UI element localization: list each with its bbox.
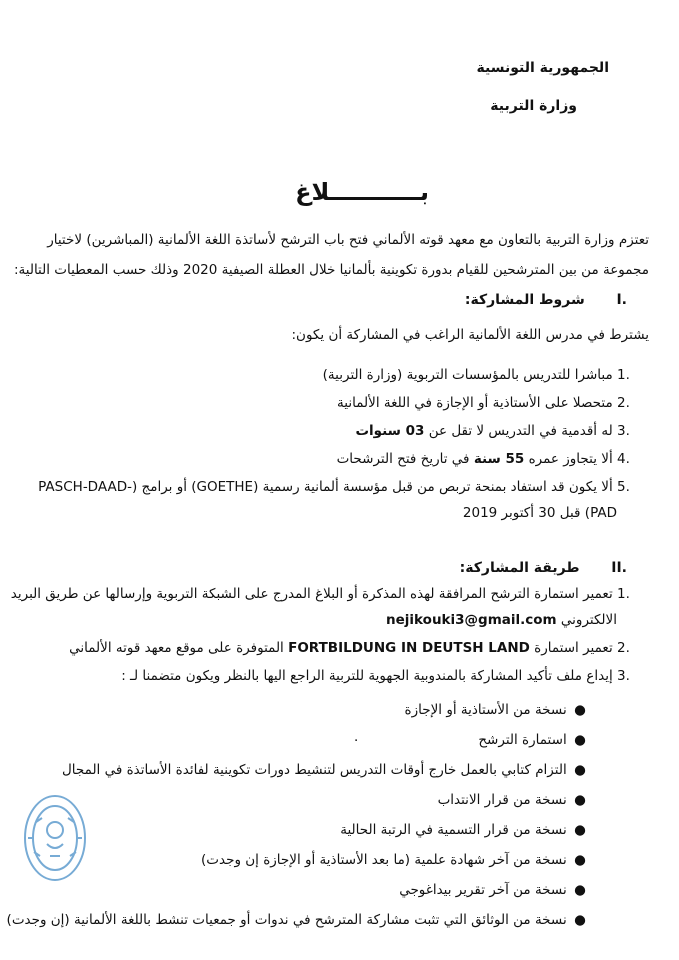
condition-item: 5. ألا يكون قد استفاد بمنحة تربص من قبل مؤسسة ألمانية رسمية (GOETHE) أو برامج (-PASCH-DAAD (38, 479, 630, 495)
section-2-number: II. (611, 560, 627, 576)
section-2-heading (460, 560, 627, 576)
bullet-icon: ● (574, 822, 586, 838)
method-item: 1. تعمير استمارة الترشح المرافقة لهذه المذكرة أو البلاغ المدرج على الشبكة التربوية وإرسالها عن طريق البريد (10, 586, 630, 602)
condition-item: 3. له أقدمية في التدريس لا تقل عن 03 سنوات (355, 423, 630, 439)
document-item: ● نسخة من آخر شهادة علمية (ما بعد الأستاذية أو الإجازة إن وجدت) (201, 852, 589, 868)
document-item: ● نسخة من آخر تقرير بيداغوجي (399, 882, 589, 898)
bullet-icon: ● (574, 882, 586, 898)
document-item: ● نسخة من قرار التسمية في الرتبة الحالية (340, 822, 589, 838)
header-republic: الجمهورية التونسية (476, 60, 609, 76)
intro-line-2: مجموعة من بين المترشحين للقيام بدورة تكوينية بألمانيا خلال العطلة الصيفية 2020 وذلك حسب المعطيات التالية: (13, 262, 649, 278)
condition-item: 1. مباشرا للتدريس بالمؤسسات التربوية (وزارة التربية) (322, 367, 630, 383)
method-item: 3. إيداع ملف تأكيد المشاركة بالمندوبية الجهوية للتربية الراجع اليها بالنظر ويكون متضمنا لـ : (121, 668, 630, 684)
official-seal-icon (22, 792, 88, 884)
document-item: ● نسخة من الأستاذية أو الإجازة (405, 702, 589, 718)
bullet-icon: ● (574, 732, 586, 748)
method-item-continuation: الالكتروني nejikouki3@gmail.com (386, 612, 617, 628)
method-item: 2. تعمير استمارة FORTBILDUNG IN DEUTSH LAND المتوفرة على موقع معهد قوته الألماني (69, 640, 630, 656)
bullet-icon: ● (574, 912, 586, 928)
section-2-title: طريقة المشاركة: (459, 560, 580, 576)
condition-item: 4. ألا يتجاوز عمره 55 سنة في تاريخ فتح الترشحات (336, 451, 630, 467)
document-item: ● نسخة من الوثائق التي تثبت مشاركة المترشح في ندوات أو جمعيات تنشط باللغة الألمانية (إن وجدت) (7, 912, 589, 928)
bullet-icon: ● (574, 792, 586, 808)
document-item: ● نسخة من قرار الانتداب (438, 792, 589, 808)
bullet-icon: ● (574, 702, 586, 718)
intro-line-1: تعتزم وزارة التربية بالتعاون مع معهد قوته الألماني فتح باب الترشح لأساتذة اللغة الألمانية (المباشرين) لاختيار (47, 232, 649, 248)
section-1-number: I. (616, 292, 627, 308)
page-title: بـــــــــــلاغ (295, 178, 429, 206)
document-item: ● استمارة الترشح ٠ (352, 732, 589, 748)
section-1-lead: يشترط في مدرس اللغة الألمانية الراغب في المشاركة أن يكون: (291, 327, 649, 343)
condition-item-continuation: PAD) قبل 30 أكتوبر 2019 (462, 505, 617, 521)
bullet-icon: ● (574, 852, 586, 868)
bullet-icon: ● (574, 762, 586, 778)
section-1-title: شروط المشاركة: (464, 292, 585, 308)
document-item: ● التزام كتابي بالعمل خارج أوقات التدريس لتنشيط دورات تكوينية لفائدة الأساتذة في المجال (62, 762, 589, 778)
header-ministry: وزارة التربية (490, 98, 577, 114)
section-1-heading (465, 292, 627, 308)
condition-item: 2. متحصلا على الأستاذية أو الإجازة في اللغة الألمانية (337, 395, 630, 411)
contact-email[interactable]: nejikouki3@gmail.com (386, 612, 557, 628)
